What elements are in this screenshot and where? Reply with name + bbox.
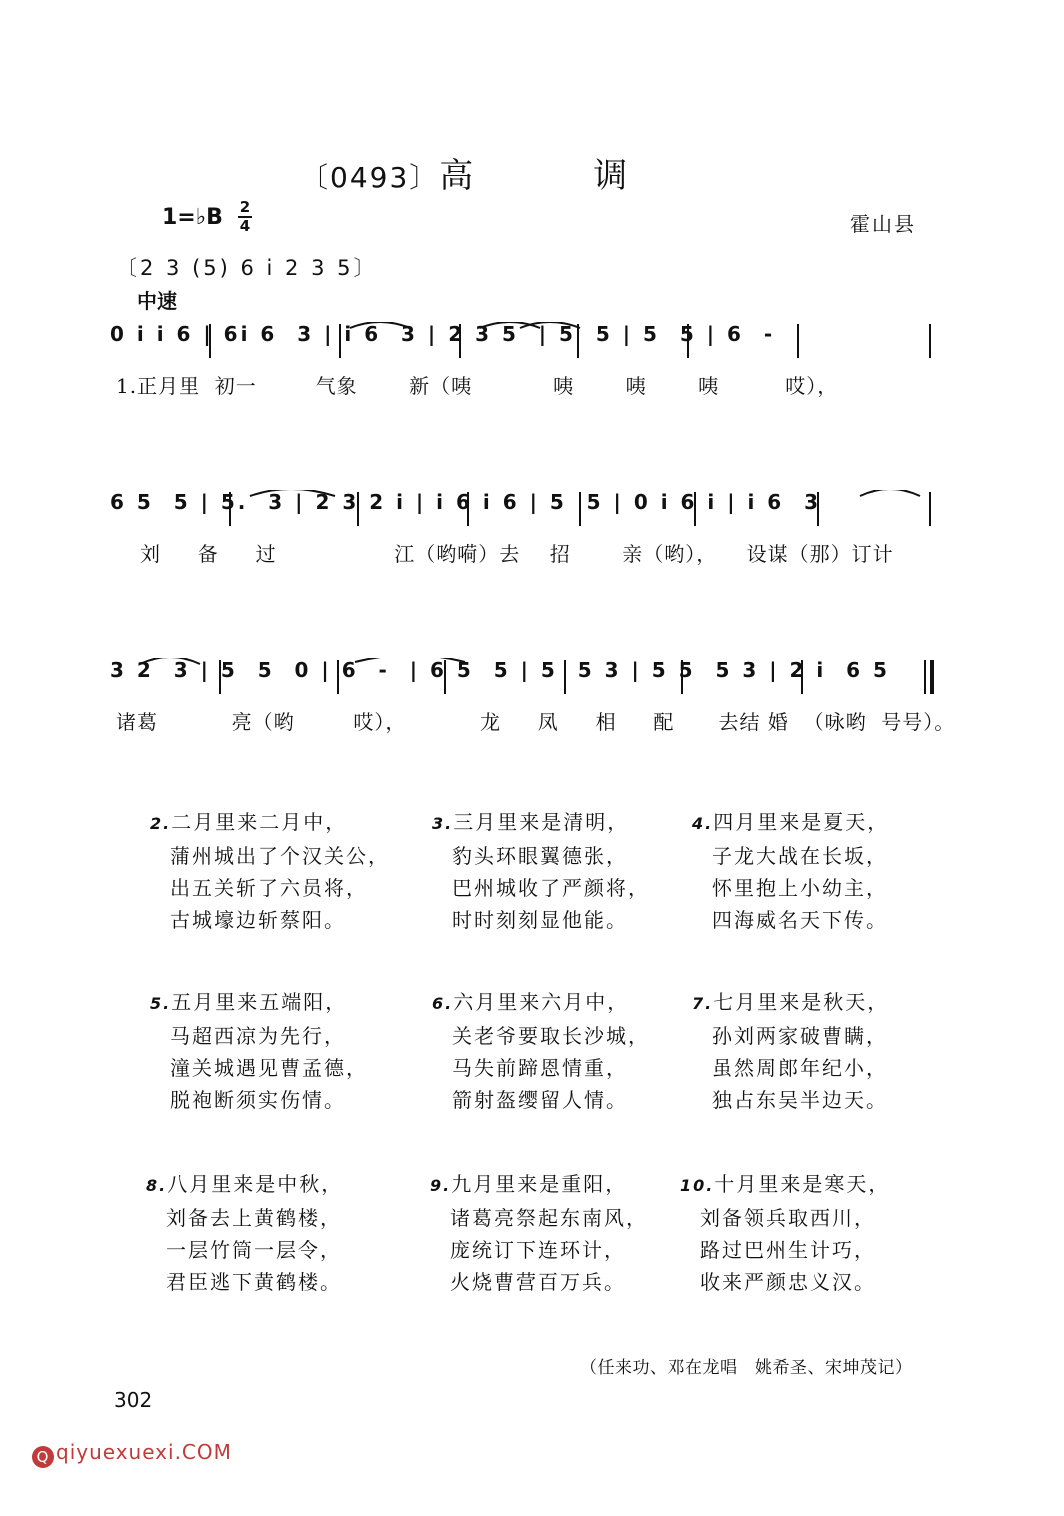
verse-line: 巴州城收了严颜将，	[452, 876, 650, 900]
song-title	[300, 148, 629, 197]
lyric-line-2: 刘 备 过 江（哟嗬）去 招 亲（哟）， 设谋（那）订计	[140, 542, 894, 566]
song-number: 〔0493〕	[300, 161, 440, 194]
verse-line: 潼关城遇见曹孟德，	[170, 1056, 368, 1080]
page-number: 302	[114, 1388, 153, 1412]
notes-line-3: 3 2 3 | 5 5 0 | 6 - | 6 5 5 | 5 5 3 | 5 5 5 3 | 2 i 6 5	[110, 658, 890, 682]
verse-5	[150, 986, 368, 1116]
verse-number: 5.	[150, 994, 172, 1013]
tempo-marking: 中速	[137, 289, 177, 313]
verse-line: 子龙大战在长坂，	[712, 844, 888, 868]
verse-line: 孙刘两家破曹瞒，	[712, 1024, 888, 1048]
verse-line: 九月里来是重阳，	[451, 1172, 628, 1196]
score-line-3	[110, 658, 940, 698]
verse-line: 八月里来是中秋，	[167, 1172, 344, 1196]
meter-top: 2	[239, 198, 251, 216]
verse-4	[692, 806, 889, 936]
time-signature	[238, 200, 252, 234]
intro-phrase: 〔2 3 (5) 6 i 2 3 5〕	[116, 256, 378, 280]
verse-line: 诸葛亮祭起东南风，	[450, 1206, 648, 1230]
verse-6	[432, 986, 650, 1116]
verse-line: 火烧曹营百万兵。	[450, 1270, 626, 1294]
verse-line: 收来严颜忠义汉。	[700, 1270, 876, 1294]
verse-line: 君臣逃下黄鹤楼。	[166, 1270, 342, 1294]
county-label: 霍山县	[850, 212, 916, 236]
notes-line-1: 0 i i 6 | 6i 6 3 | i 6 3 | 2 3 5 | 5 5 | 5 5 | 6 -	[110, 322, 776, 346]
watermark	[32, 1440, 232, 1468]
lyric-line-1: 1.正月里 初一 气象 新（咦 咦 咦 咦 哎），	[116, 374, 839, 398]
score-line-1	[110, 322, 940, 362]
verse-line: 时时刻刻显他能。	[452, 908, 628, 932]
verse-number: 4.	[692, 814, 714, 833]
meter-bottom: 4	[239, 217, 251, 235]
verse-2	[150, 806, 390, 936]
verse-line: 五月里来五端阳，	[171, 990, 348, 1014]
verse-line: 三月里来是清明，	[453, 810, 630, 834]
verse-line: 刘备去上黄鹤楼，	[166, 1206, 342, 1230]
verse-number: 10.	[680, 1176, 715, 1195]
verse-line: 六月里来六月中，	[453, 990, 630, 1014]
lyric-line-3: 诸葛 亮（哟 哎）， 龙 凤 相 配 去结 婚 （咏哟 号号）。	[116, 710, 956, 734]
score-line-2	[110, 490, 940, 530]
title-char-2: 调	[593, 156, 630, 196]
verse-line: 箭射盔缨留人情。	[452, 1088, 628, 1112]
verse-line: 路过巴州生计巧，	[700, 1238, 876, 1262]
verse-9	[430, 1168, 648, 1298]
verse-line: 七月里来是秋天，	[713, 990, 890, 1014]
verse-line: 十月里来是寒天，	[714, 1172, 891, 1196]
verse-line: 庞统订下连环计，	[450, 1238, 626, 1262]
verse-line: 一层竹筒一层令，	[166, 1238, 342, 1262]
verse-3	[432, 806, 650, 936]
verse-line: 古城壕边斩蔡阳。	[170, 908, 346, 932]
verse-number: 6.	[432, 994, 454, 1013]
verse-line: 怀里抱上小幼主，	[712, 876, 888, 900]
verse-8	[146, 1168, 343, 1298]
verse-line: 虽然周郎年纪小，	[712, 1056, 888, 1080]
verse-line: 出五关斩了六员将，	[170, 876, 368, 900]
watermark-logo-icon: Q	[32, 1446, 54, 1468]
verse-line: 蒲州城出了个汉关公，	[170, 844, 390, 868]
watermark-text: qiyuexuexi.COM	[56, 1440, 232, 1464]
verse-line: 四海威名天下传。	[712, 908, 888, 932]
verse-10	[680, 1168, 890, 1298]
title-char-1: 高	[439, 156, 476, 196]
performer-credit: （任来功、邓在龙唱 姚希圣、宋坤茂记）	[580, 1358, 913, 1378]
verse-7	[692, 986, 889, 1116]
verse-line: 马失前蹄恩情重，	[452, 1056, 628, 1080]
verse-line: 马超西凉为先行，	[170, 1024, 346, 1048]
verse-number: 7.	[692, 994, 714, 1013]
verse-line: 刘备领兵取西川，	[700, 1206, 876, 1230]
verse-line: 关老爷要取长沙城，	[452, 1024, 650, 1048]
verse-number: 9.	[430, 1176, 452, 1195]
verse-line: 脱袍断须实伤情。	[170, 1088, 346, 1112]
notes-line-2: 6 5 5 | 5. 3 | 2 3 2 i | i 6 i 6 | 5 5 | 0 i 6 i | i 6 3	[110, 490, 822, 514]
verse-line: 豹头环眼翼德张，	[452, 844, 628, 868]
verse-line: 四月里来是夏天，	[713, 810, 890, 834]
verse-number: 3.	[432, 814, 454, 833]
verse-line: 二月里来二月中，	[171, 810, 348, 834]
key-signature: 1=♭B	[162, 205, 223, 230]
verse-number: 2.	[150, 814, 172, 833]
verse-line: 独占东吴半边天。	[712, 1088, 888, 1112]
verse-number: 8.	[146, 1176, 168, 1195]
